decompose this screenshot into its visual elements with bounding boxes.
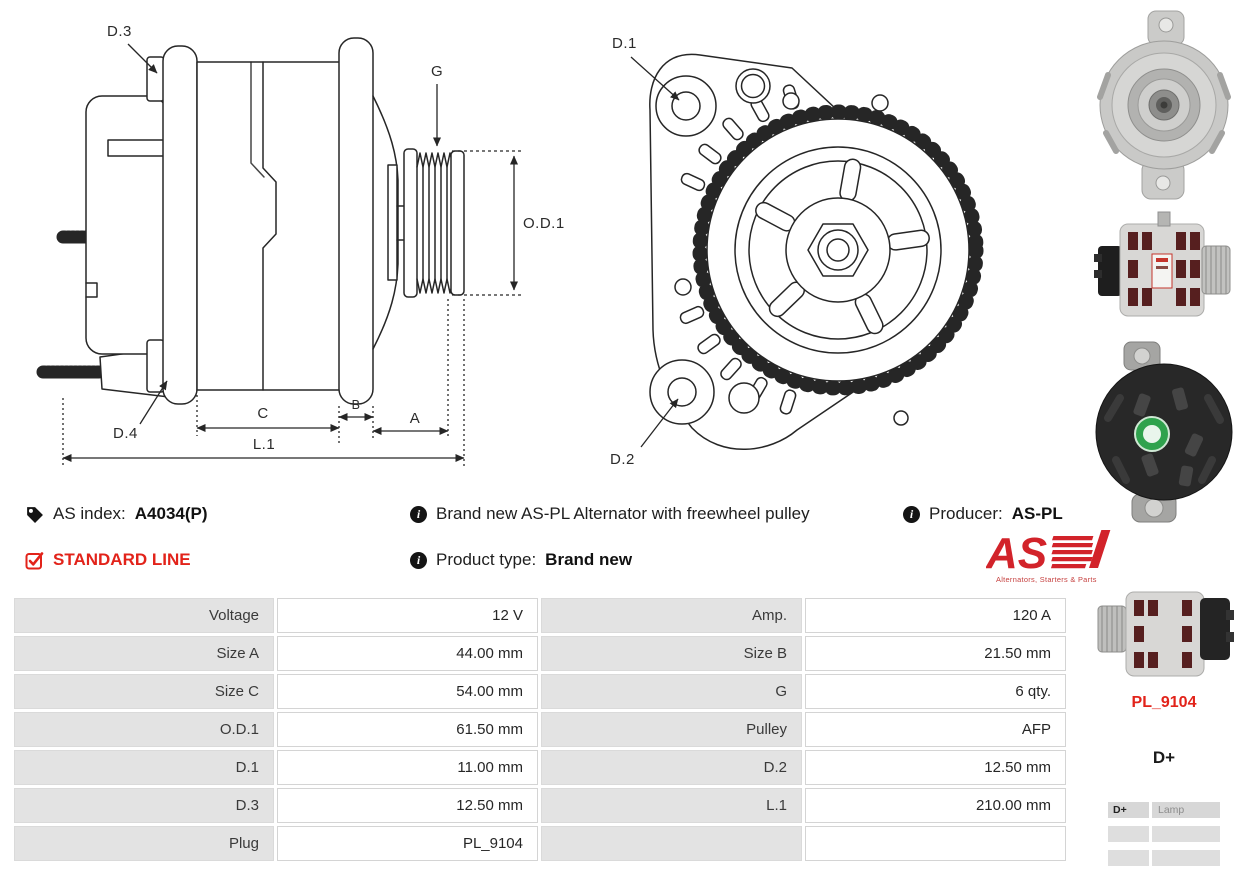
label-od1: O.D.1 bbox=[523, 215, 565, 232]
pulley-rim-right bbox=[451, 151, 464, 295]
spec-value: 44.00 mm bbox=[277, 636, 538, 671]
spec-value: 12.50 mm bbox=[805, 750, 1066, 785]
spec-label: Voltage bbox=[14, 598, 274, 633]
pulley-rim-left bbox=[404, 149, 417, 297]
spec-label: Plug bbox=[14, 826, 274, 861]
spec-label: Size B bbox=[541, 636, 802, 671]
spec-label: Size C bbox=[14, 674, 274, 709]
label-d1: D.1 bbox=[612, 35, 637, 52]
spec-value: 6 qty. bbox=[805, 674, 1066, 709]
spec-value: 120 A bbox=[805, 598, 1066, 633]
rear-bracket bbox=[163, 46, 197, 404]
spec-value: 12 V bbox=[277, 598, 538, 633]
spec-value: 54.00 mm bbox=[277, 674, 538, 709]
product-type-row bbox=[410, 550, 632, 570]
spec-value: 21.50 mm bbox=[805, 636, 1066, 671]
pinout-table bbox=[1108, 802, 1220, 874]
description-row bbox=[410, 504, 810, 524]
producer-value: AS-PL bbox=[1011, 504, 1063, 523]
spec-label: O.D.1 bbox=[14, 712, 274, 747]
spec-label: L.1 bbox=[541, 788, 802, 823]
checkbox-checked-icon bbox=[25, 551, 44, 570]
pinout-row bbox=[1108, 802, 1220, 818]
standard-line-label: STANDARD LINE bbox=[53, 550, 191, 569]
as-index-row bbox=[25, 504, 208, 524]
spec-value bbox=[805, 826, 1066, 861]
spec-label: G bbox=[541, 674, 802, 709]
front-bracket bbox=[339, 38, 373, 404]
pinout-desc: Lamp bbox=[1152, 802, 1220, 818]
photo-alternator-front-view[interactable] bbox=[1090, 5, 1238, 205]
photo-alternator-side-pulley-right[interactable] bbox=[1090, 208, 1238, 332]
label-b: B bbox=[351, 398, 361, 412]
as-pl-logo bbox=[986, 528, 1112, 586]
terminal-label: D+ bbox=[1152, 748, 1176, 767]
label-a: A bbox=[409, 410, 421, 427]
pinout-pin bbox=[1108, 850, 1149, 866]
spec-value: AFP bbox=[805, 712, 1066, 747]
spec-label: Pulley bbox=[541, 712, 802, 747]
pinout-row bbox=[1108, 826, 1220, 842]
producer-row bbox=[903, 504, 1063, 524]
rear-cover bbox=[86, 96, 166, 354]
product-type-value: Brand new bbox=[545, 550, 633, 569]
product-type-label: Product type: bbox=[436, 550, 537, 569]
spec-value: 11.00 mm bbox=[277, 750, 538, 785]
info-icon: i bbox=[903, 506, 920, 523]
pinout-pin bbox=[1108, 826, 1149, 842]
spec-label: D.3 bbox=[14, 788, 274, 823]
spec-value: 12.50 mm bbox=[277, 788, 538, 823]
pinout-row bbox=[1108, 850, 1220, 866]
logo-text: AS bbox=[986, 529, 1048, 578]
spec-value: 210.00 mm bbox=[805, 788, 1066, 823]
plug-code-label: PL_9104 bbox=[1131, 694, 1197, 711]
d2-hole bbox=[668, 378, 696, 406]
product-description: Brand new AS-PL Alternator with freewheel pulley bbox=[436, 504, 810, 523]
as-index-label: AS index: bbox=[53, 504, 126, 523]
label-g: G bbox=[431, 63, 444, 80]
info-icon: i bbox=[410, 552, 427, 569]
side-view-technical-drawing bbox=[20, 8, 565, 480]
producer-label: Producer: bbox=[929, 504, 1003, 523]
spec-label: D.1 bbox=[14, 750, 274, 785]
pinout-pin: D+ bbox=[1108, 802, 1149, 818]
spec-table bbox=[14, 598, 1066, 861]
label-d2: D.2 bbox=[610, 451, 635, 468]
spec-value: 61.50 mm bbox=[277, 712, 538, 747]
info-icon: i bbox=[410, 506, 427, 523]
label-d3: D.3 bbox=[107, 23, 132, 40]
photo-alternator-rear-view[interactable] bbox=[1090, 338, 1238, 528]
stator-body bbox=[197, 62, 345, 390]
d1-hole bbox=[672, 92, 700, 120]
spec-label: D.2 bbox=[541, 750, 802, 785]
tag-icon bbox=[25, 505, 44, 524]
front-view-technical-drawing bbox=[598, 8, 1063, 480]
pinout-desc bbox=[1152, 826, 1220, 842]
label-l1: L.1 bbox=[252, 436, 276, 453]
photo-alternator-side-pulley-left[interactable] bbox=[1090, 580, 1238, 688]
standard-line-row bbox=[25, 550, 191, 570]
logo-tagline: Alternators, Starters & Parts bbox=[996, 575, 1097, 584]
as-index-value: A4034(P) bbox=[134, 504, 208, 523]
spec-label: Amp. bbox=[541, 598, 802, 633]
label-c: C bbox=[257, 405, 269, 422]
spec-label: Size A bbox=[14, 636, 274, 671]
spec-label bbox=[541, 826, 802, 861]
spec-value: PL_9104 bbox=[277, 826, 538, 861]
label-d4: D.4 bbox=[113, 425, 138, 442]
pinout-desc bbox=[1152, 850, 1220, 866]
